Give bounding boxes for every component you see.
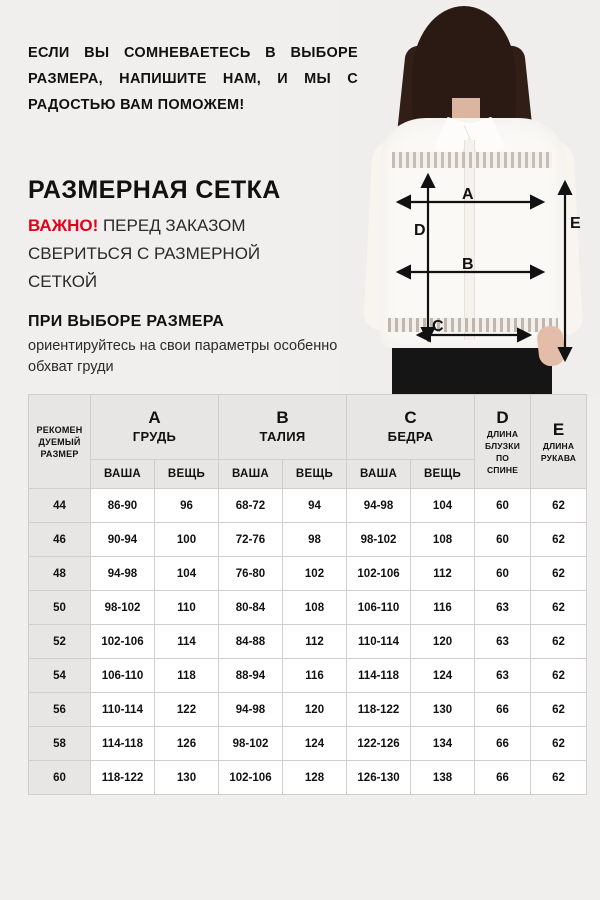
cell-value: 124 (411, 659, 475, 693)
cell-value: 100 (155, 523, 219, 557)
cell-value: 60 (475, 523, 531, 557)
cell-value: 62 (531, 523, 587, 557)
cell-value: 120 (283, 693, 347, 727)
cell-value: 114 (155, 625, 219, 659)
marker-c-label: C (432, 318, 444, 335)
cell-value: 138 (411, 761, 475, 795)
cell-value: 134 (411, 727, 475, 761)
cell-value: 114-118 (91, 727, 155, 761)
cell-value: 130 (411, 693, 475, 727)
cell-value: 62 (531, 659, 587, 693)
cell-value: 94-98 (347, 489, 411, 523)
cell-size: 58 (29, 727, 91, 761)
col-d-line4: СПИНЕ (486, 464, 519, 475)
blouse-placket (464, 140, 475, 340)
cell-size: 46 (29, 523, 91, 557)
rec-size-line1: РЕКОМЕН (36, 424, 83, 435)
cell-value: 116 (283, 659, 347, 693)
important-text: ПЕРЕД ЗАКАЗОМ СВЕРИТЬСЯ С РАЗМЕРНОЙ СЕТКОЙ (28, 216, 261, 291)
table-row (29, 659, 587, 693)
cell-value: 62 (531, 489, 587, 523)
cell-value: 63 (475, 591, 531, 625)
table-row (29, 761, 587, 795)
subheader-b-item: ВЕЩЬ (283, 460, 347, 489)
marker-d-label: D (414, 222, 426, 239)
col-d-line1: ДЛИНА (486, 428, 519, 439)
cell-value: 104 (411, 489, 475, 523)
page-title: РАЗМЕРНАЯ СЕТКА (28, 176, 281, 204)
cell-value: 120 (411, 625, 475, 659)
cell-value: 116 (411, 591, 475, 625)
cell-value: 122 (155, 693, 219, 727)
cell-size: 52 (29, 625, 91, 659)
col-e-line2: РУКАВА (540, 452, 577, 463)
col-e-line1: ДЛИНА (542, 440, 575, 451)
cell-value: 80-84 (219, 591, 283, 625)
cell-size: 48 (29, 557, 91, 591)
choose-size-body: ориентируйтесь на свои параметры особенно обхват груди (28, 338, 338, 375)
group-a-name: ГРУДЬ (132, 429, 177, 444)
cell-value: 110-114 (91, 693, 155, 727)
cell-value: 104 (155, 557, 219, 591)
cell-value: 98-102 (347, 523, 411, 557)
subheader-a-item: ВЕЩЬ (155, 460, 219, 489)
cell-value: 98 (283, 523, 347, 557)
cell-value: 63 (475, 659, 531, 693)
marker-a-label: A (462, 186, 474, 203)
cell-value: 124 (283, 727, 347, 761)
cell-value: 62 (531, 557, 587, 591)
subheader-b-yours: ВАША (219, 460, 283, 489)
cell-value: 118 (155, 659, 219, 693)
lace-trim-chest (392, 152, 552, 168)
cell-value: 126 (155, 727, 219, 761)
cell-value: 108 (411, 523, 475, 557)
cell-size: 60 (29, 761, 91, 795)
cell-value: 102-106 (219, 761, 283, 795)
cell-value: 110 (155, 591, 219, 625)
header-col-e (531, 395, 587, 489)
important-flag: ВАЖНО! (28, 216, 99, 235)
cell-value: 106-110 (91, 659, 155, 693)
model-photo (340, 0, 600, 395)
cell-value: 68-72 (219, 489, 283, 523)
cell-value: 102-106 (91, 625, 155, 659)
cell-value: 66 (475, 761, 531, 795)
cell-size: 44 (29, 489, 91, 523)
marker-b-label: B (462, 256, 474, 273)
col-d-letter: D (496, 407, 509, 427)
cell-value: 102 (283, 557, 347, 591)
group-c-letter: C (404, 408, 417, 427)
intro-text: ЕСЛИ ВЫ СОМНЕВАЕТЕСЬ В ВЫБОРЕ РАЗМЕРА, НАПИШИТЕ НАМ, И МЫ С РАДОСТЬЮ ВАМ ПОМОЖЕМ! (28, 45, 358, 113)
cell-value: 114-118 (347, 659, 411, 693)
size-table (28, 394, 587, 795)
table-row (29, 727, 587, 761)
cell-size: 54 (29, 659, 91, 693)
table-header-row-groups (29, 395, 587, 460)
table-row (29, 693, 587, 727)
cell-value: 84-88 (219, 625, 283, 659)
cell-value: 62 (531, 761, 587, 795)
cell-value: 88-94 (219, 659, 283, 693)
cell-value: 90-94 (91, 523, 155, 557)
cell-value: 94-98 (91, 557, 155, 591)
cell-value: 126-130 (347, 761, 411, 795)
cell-value: 112 (283, 625, 347, 659)
header-group-b (219, 395, 347, 460)
size-table-body (29, 489, 587, 795)
table-row (29, 625, 587, 659)
table-row (29, 523, 587, 557)
cell-value: 62 (531, 727, 587, 761)
cell-value: 66 (475, 693, 531, 727)
col-d-line2: БЛУЗКИ (485, 440, 521, 451)
choose-size-note (28, 310, 348, 378)
cell-value: 122-126 (347, 727, 411, 761)
cell-value: 62 (531, 591, 587, 625)
header-group-c (347, 395, 475, 460)
header-col-d (475, 395, 531, 489)
subheader-c-item: ВЕЩЬ (411, 460, 475, 489)
choose-size-heading: ПРИ ВЫБОРЕ РАЗМЕРА (28, 313, 225, 330)
subheader-a-yours: ВАША (91, 460, 155, 489)
header-group-a (91, 395, 219, 460)
rec-size-line2: ДУЕМЫЙ (38, 436, 81, 447)
cell-value: 63 (475, 625, 531, 659)
cell-value: 60 (475, 489, 531, 523)
group-b-letter: B (276, 408, 289, 427)
group-b-name: ТАЛИЯ (259, 429, 306, 444)
cell-value: 110-114 (347, 625, 411, 659)
cell-value: 76-80 (219, 557, 283, 591)
cell-value: 106-110 (347, 591, 411, 625)
cell-value: 94 (283, 489, 347, 523)
model-hand (536, 325, 566, 367)
header-recommended-size (29, 395, 91, 489)
cell-value: 112 (411, 557, 475, 591)
cell-value: 96 (155, 489, 219, 523)
cell-value: 98-102 (219, 727, 283, 761)
size-table-wrapper (28, 394, 577, 795)
cell-value: 128 (283, 761, 347, 795)
cell-value: 118-122 (91, 761, 155, 795)
group-c-name: БЕДРА (387, 429, 434, 444)
col-e-letter: E (552, 419, 565, 439)
important-note (28, 212, 328, 296)
cell-value: 62 (531, 625, 587, 659)
table-row (29, 489, 587, 523)
group-a-letter: A (148, 408, 161, 427)
rec-size-line3: РАЗМЕР (40, 448, 79, 459)
cell-value: 130 (155, 761, 219, 795)
table-row (29, 591, 587, 625)
subheader-c-yours: ВАША (347, 460, 411, 489)
cell-value: 60 (475, 557, 531, 591)
cell-value: 108 (283, 591, 347, 625)
cell-value: 86-90 (91, 489, 155, 523)
cell-value: 66 (475, 727, 531, 761)
cell-size: 56 (29, 693, 91, 727)
cell-value: 94-98 (219, 693, 283, 727)
cell-value: 102-106 (347, 557, 411, 591)
cell-value: 72-76 (219, 523, 283, 557)
col-d-line3: ПО (495, 452, 510, 463)
cell-value: 118-122 (347, 693, 411, 727)
cell-value: 62 (531, 693, 587, 727)
cell-size: 50 (29, 591, 91, 625)
cell-value: 98-102 (91, 591, 155, 625)
marker-e-label: E (570, 215, 581, 232)
lace-trim-hem (388, 318, 558, 332)
table-row (29, 557, 587, 591)
